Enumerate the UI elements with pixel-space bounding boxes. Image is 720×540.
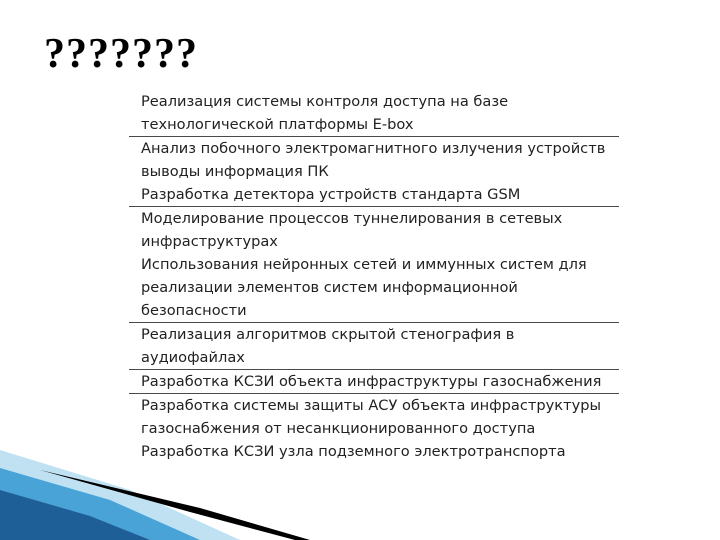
topic-item: Реализация алгоритмов скрытой стенография в аудиофайлах <box>129 323 619 370</box>
topic-item: Разработка КСЗИ объекта инфраструктуры газоснабжения <box>129 370 619 394</box>
topic-item: Разработка системы защиты АСУ объекта инфраструктуры газоснабжения от несанкционированного доступа <box>141 397 602 437</box>
topic-item: Разработка детектора устройств стандарта GSM <box>129 183 619 207</box>
topic-item: Реализация системы контроля доступа на базе технологической платформы E-box <box>129 90 619 137</box>
topic-list <box>129 90 619 463</box>
topic-item: Использования нейронных сетей и иммунных систем для реализации элементов систем информационной безопасности <box>129 253 619 323</box>
topic-item: Разработка КСЗИ узла подземного электротранспорта <box>141 443 566 460</box>
slide-title: ??????? <box>44 31 198 77</box>
topic-item: Анализ побочного электромагнитного излучения устройств выводы информация ПК <box>141 140 606 180</box>
topic-item: Моделирование процессов туннелирования в сетевых инфраструктурах <box>141 210 563 250</box>
bottom-swoosh-decoration <box>0 450 720 540</box>
